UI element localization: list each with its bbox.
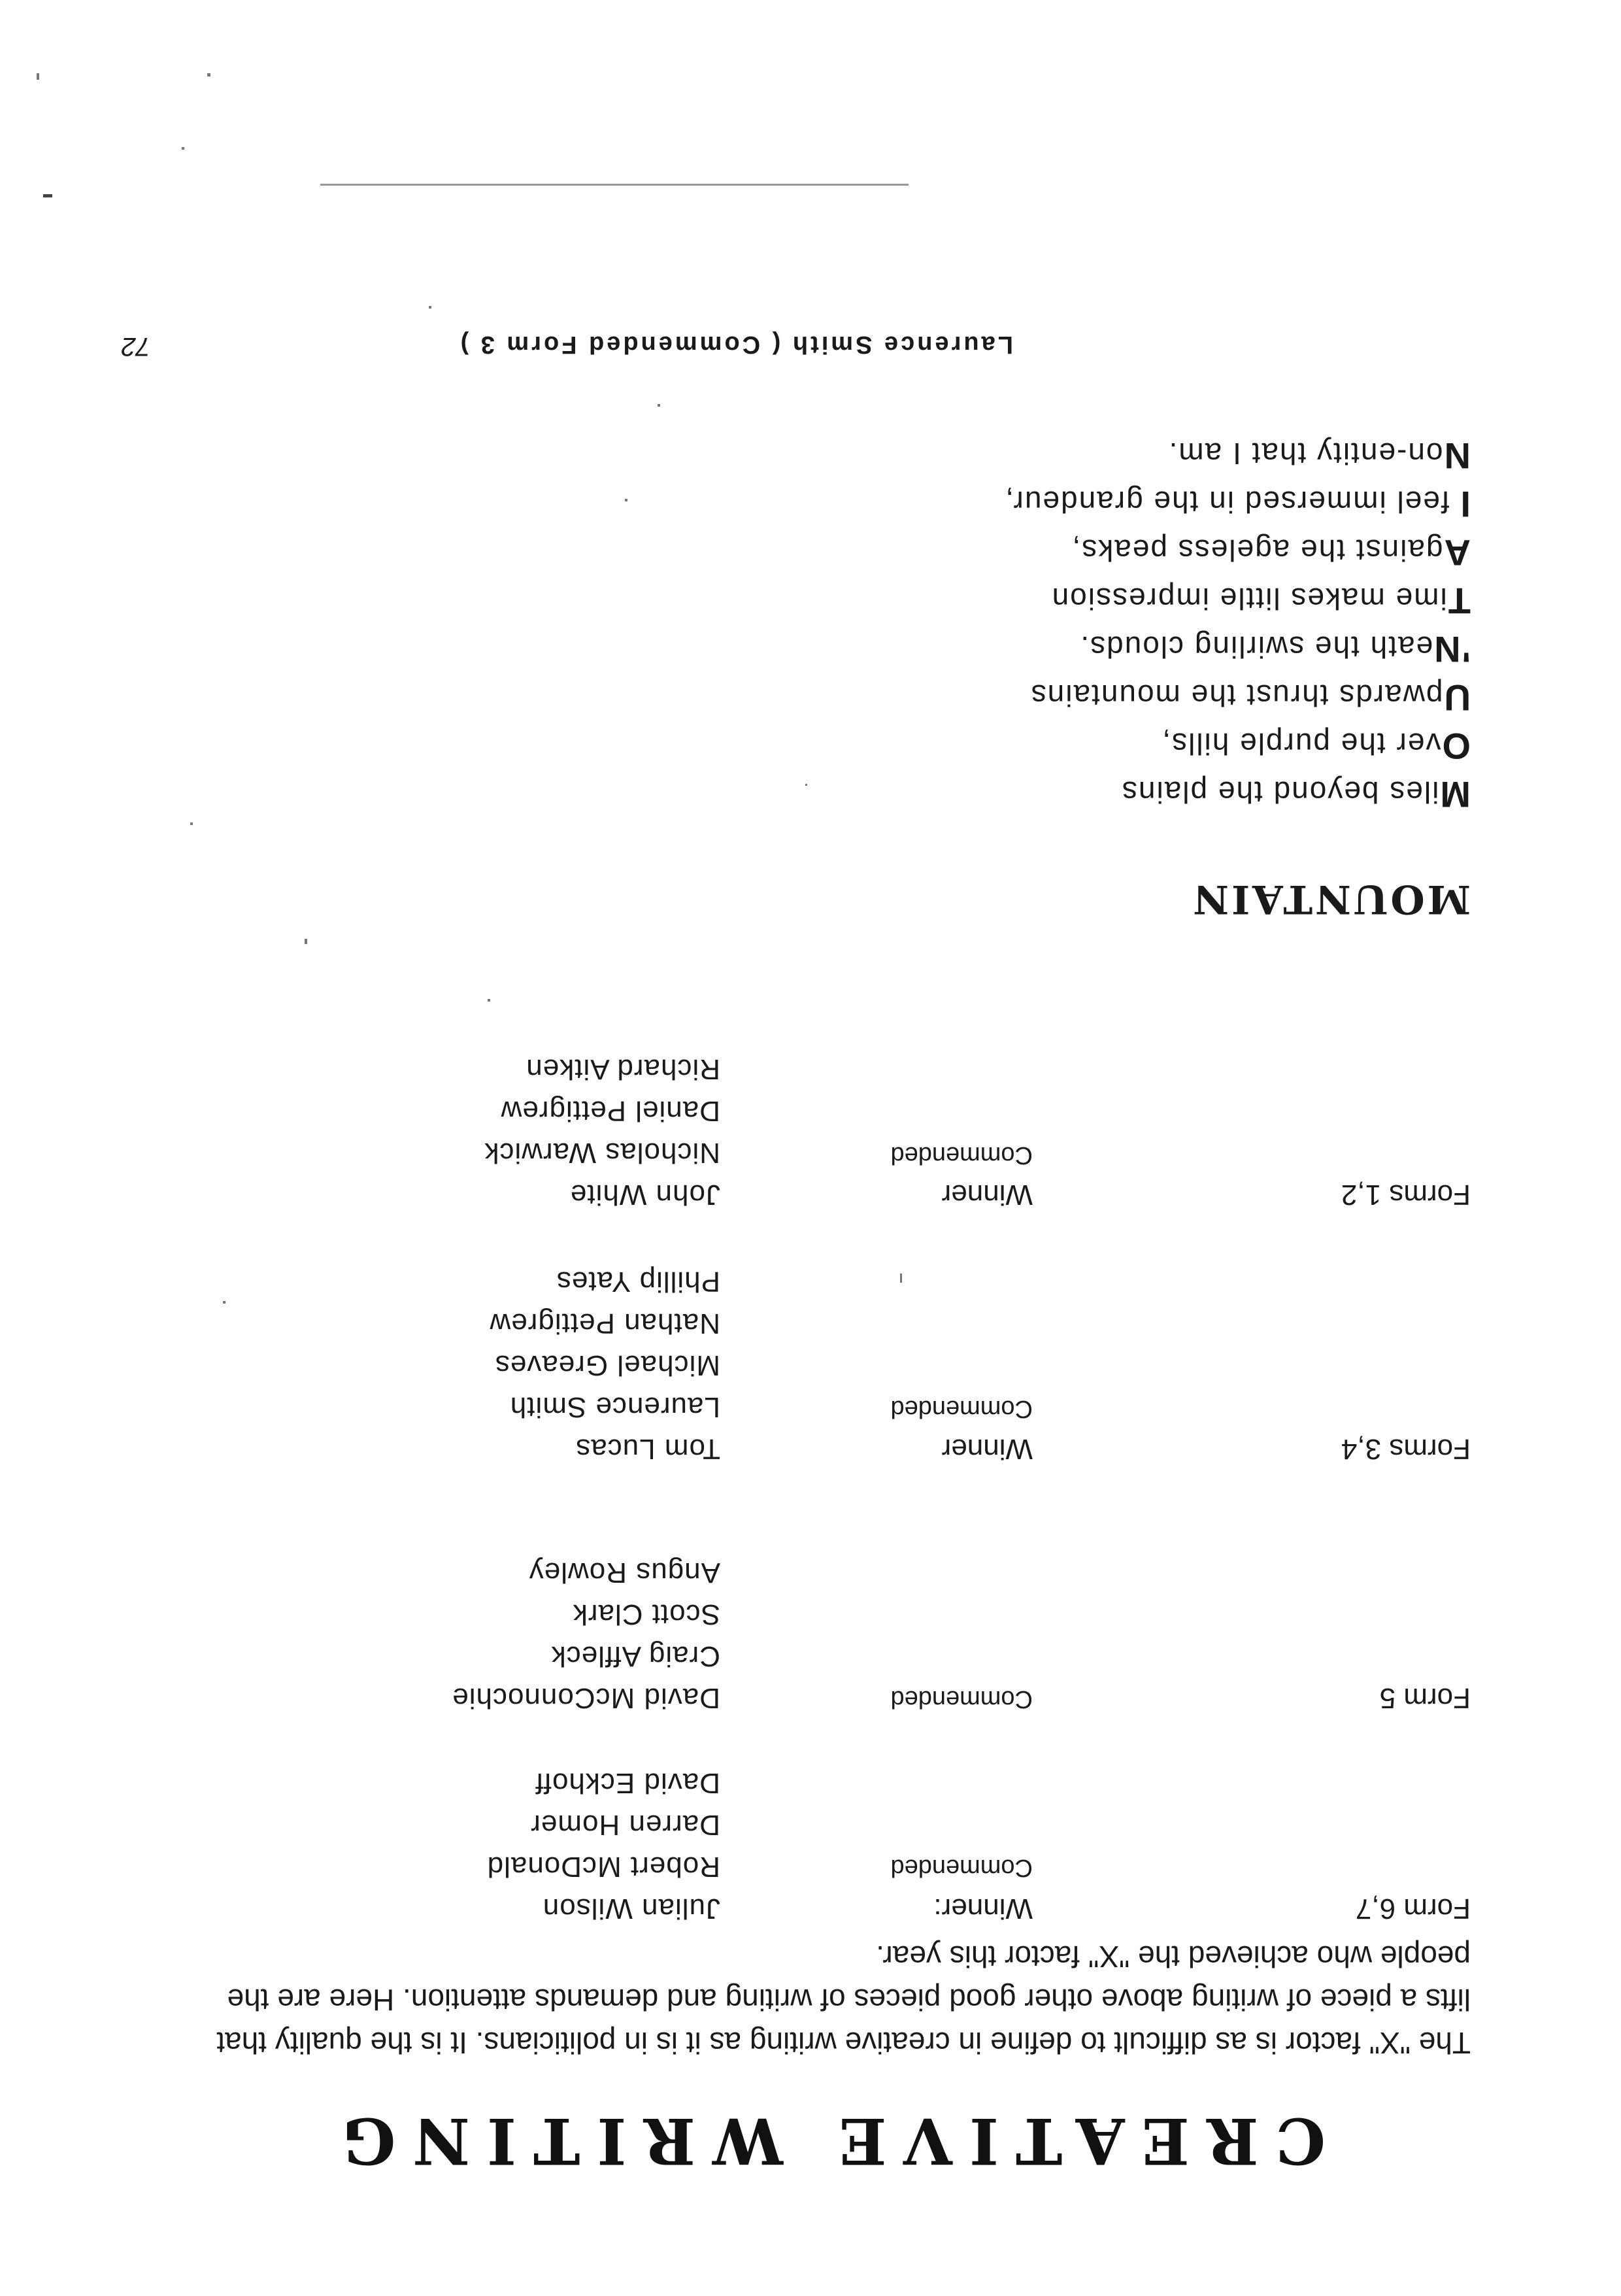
- scan-artifact: [488, 999, 490, 1002]
- commended-name: Darren Homer: [530, 1809, 720, 1841]
- commended-label: Commended: [890, 1854, 1033, 1882]
- scan-artifact: [658, 404, 660, 407]
- scan-artifact: [223, 1301, 226, 1304]
- winner-label: Winner: [941, 1179, 1033, 1211]
- commended-name: Nathan Pettigrew: [489, 1308, 720, 1340]
- form-label: Form 6,7: [1355, 1893, 1471, 1925]
- commended-name: Phillip Yates: [556, 1266, 720, 1298]
- scan-artifact: [37, 73, 39, 80]
- scan-artifact: [429, 306, 431, 309]
- winner-label: Winner: [941, 1433, 1033, 1465]
- form-label: Forms 3,4: [1341, 1433, 1471, 1465]
- name-list: [489, 1256, 720, 1465]
- winner-name: Tom Lucas: [575, 1433, 720, 1465]
- poem-credit: Laurence Smith ( Commended Form 3 ): [458, 331, 1013, 358]
- commended-name: Scott Clark: [572, 1598, 720, 1630]
- commended-name: Nicholas Warwick: [484, 1137, 720, 1169]
- name-list: [487, 1757, 720, 1925]
- poem-line: Time makes little impression: [1050, 581, 1471, 622]
- page-number: 72: [121, 332, 150, 361]
- winner-label: Winner:: [933, 1893, 1033, 1925]
- poem-line: Over the purple hills,: [1161, 726, 1471, 767]
- scan-artifact: [305, 939, 307, 944]
- name-list: [484, 1043, 720, 1211]
- form-label: Forms 1,2: [1341, 1179, 1471, 1211]
- scan-artifact: [900, 1274, 902, 1283]
- commended-name: Daniel Pettigrew: [500, 1095, 720, 1127]
- commended-name: Angus Rowley: [528, 1557, 720, 1589]
- commended-name: David McConnochie: [452, 1682, 720, 1714]
- scan-artifact: [182, 147, 184, 150]
- commended-name: Craig Affleck: [550, 1640, 720, 1672]
- page-title: CREATIVE WRITING: [325, 2104, 1326, 2178]
- poem-line: Non-entity that I am.: [1167, 435, 1471, 477]
- scan-artifact: [320, 184, 909, 186]
- scan-artifact: [207, 73, 210, 76]
- poem-lines: [1004, 429, 1471, 816]
- form-label: Form 5: [1379, 1682, 1471, 1714]
- scan-artifact: [190, 822, 193, 825]
- commended-name: Richard Aitken: [526, 1053, 720, 1085]
- commended-label: Commended: [890, 1685, 1033, 1713]
- commended-name: Laurence Smith: [509, 1391, 720, 1423]
- poem-line: Miles beyond the plains: [1120, 774, 1471, 815]
- poem-line: I feel immersed in the grandeur,: [1004, 484, 1471, 525]
- poem-line: 'Neath the swirling clouds.: [1079, 629, 1471, 670]
- winner-name: John White: [569, 1179, 720, 1211]
- commended-name: Robert McDonald: [486, 1851, 720, 1883]
- scan-artifact: [625, 499, 627, 501]
- commended-label: Commended: [890, 1141, 1033, 1169]
- commended-label: Commended: [890, 1395, 1033, 1423]
- name-list: [452, 1547, 720, 1714]
- scan-artifact: [43, 194, 52, 197]
- poem-title: MOUNTAIN: [1190, 876, 1471, 922]
- intro-paragraph: The "X" factor is as difficult to define in creative writing as it is in politicians. It is the quality that lifts a piece of writing above other good pieces of writing and demands attention. Here are the people who achieved the "X" factor this year.: [216, 1940, 1471, 2060]
- scan-artifact: [805, 784, 807, 786]
- poem-line: Upwards thrust the mountains: [1029, 677, 1471, 718]
- commended-name: Michael Greaves: [494, 1349, 720, 1381]
- winner-name: Julian Wilson: [542, 1893, 720, 1925]
- poem-line: Against the ageless peaks,: [1071, 532, 1471, 573]
- commended-name: David Eckhoff: [535, 1767, 720, 1799]
